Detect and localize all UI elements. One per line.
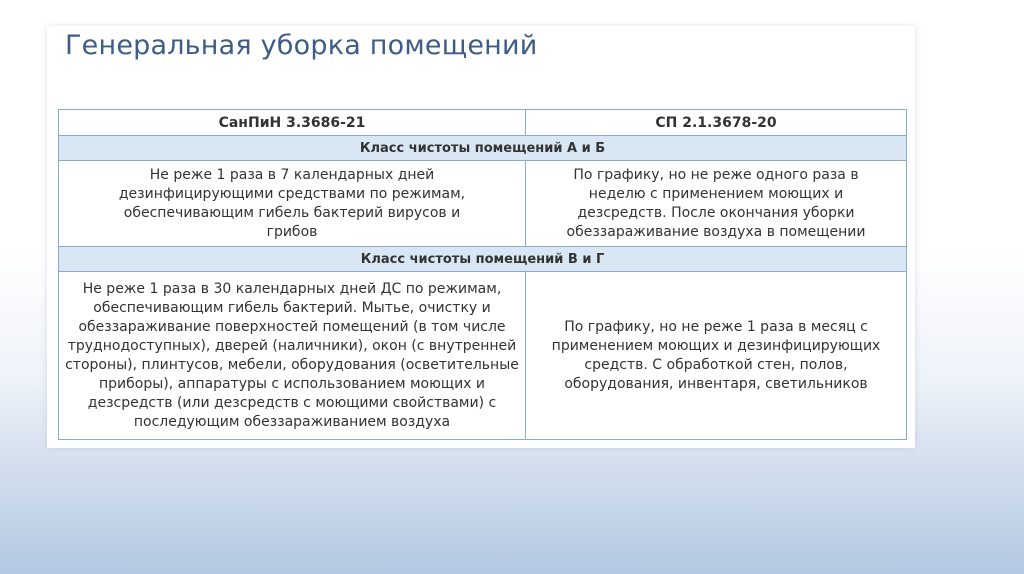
table-row bbox=[59, 161, 907, 247]
section-heading-a-b: Класс чистоты помещений А и Б bbox=[59, 136, 907, 161]
section-heading-row bbox=[59, 136, 907, 161]
column-header-sanpin: СанПиН 3.3686-21 bbox=[59, 110, 526, 136]
page-title: Генеральная уборка помещений bbox=[65, 30, 538, 61]
table-cell bbox=[59, 161, 526, 247]
cell-text: По графику, но не реже 1 раза в месяц с применением моющих и дезинфицирующих средств. С обработкой стен, полов, оборудования, инвентаря, светильников bbox=[551, 318, 881, 392]
section-heading-row bbox=[59, 247, 907, 272]
table-cell bbox=[526, 161, 907, 247]
column-header-sp: СП 2.1.3678-20 bbox=[526, 110, 907, 136]
cell-text: По графику, но не реже одного раза в неделю с применением моющих и дезсредств. После окончания уборки обеззараживание воздуха в помещении bbox=[566, 166, 866, 240]
cell-text: Не реже 1 раза в 7 календарных дней дезинфицирующими средствами по режимам, обеспечивающим гибель бактерий вирусов и грибов bbox=[118, 166, 466, 240]
comparison-table bbox=[58, 109, 907, 440]
table-cell bbox=[526, 272, 907, 440]
section-heading-v-g: Класс чистоты помещений В и Г bbox=[59, 247, 907, 272]
table-cell bbox=[59, 272, 526, 440]
cell-text: Не реже 1 раза в 30 календарных дней ДС по режимам, обеспечивающим гибель бактерий. Мытье, очистку и обеззараживание поверхностей помещений (в том числе труднодоступных), дверей (наличники), окон (с внутренней стороны), плинтусов, мебели, оборудования (осветительные приборы), аппаратуры с использованием моющих и дезсредств (или дезсредств с моющими свойствами) с последующим обеззараживанием воздуха bbox=[65, 280, 519, 430]
table-header-row bbox=[59, 110, 907, 136]
table-row bbox=[59, 272, 907, 440]
slide bbox=[47, 26, 915, 448]
